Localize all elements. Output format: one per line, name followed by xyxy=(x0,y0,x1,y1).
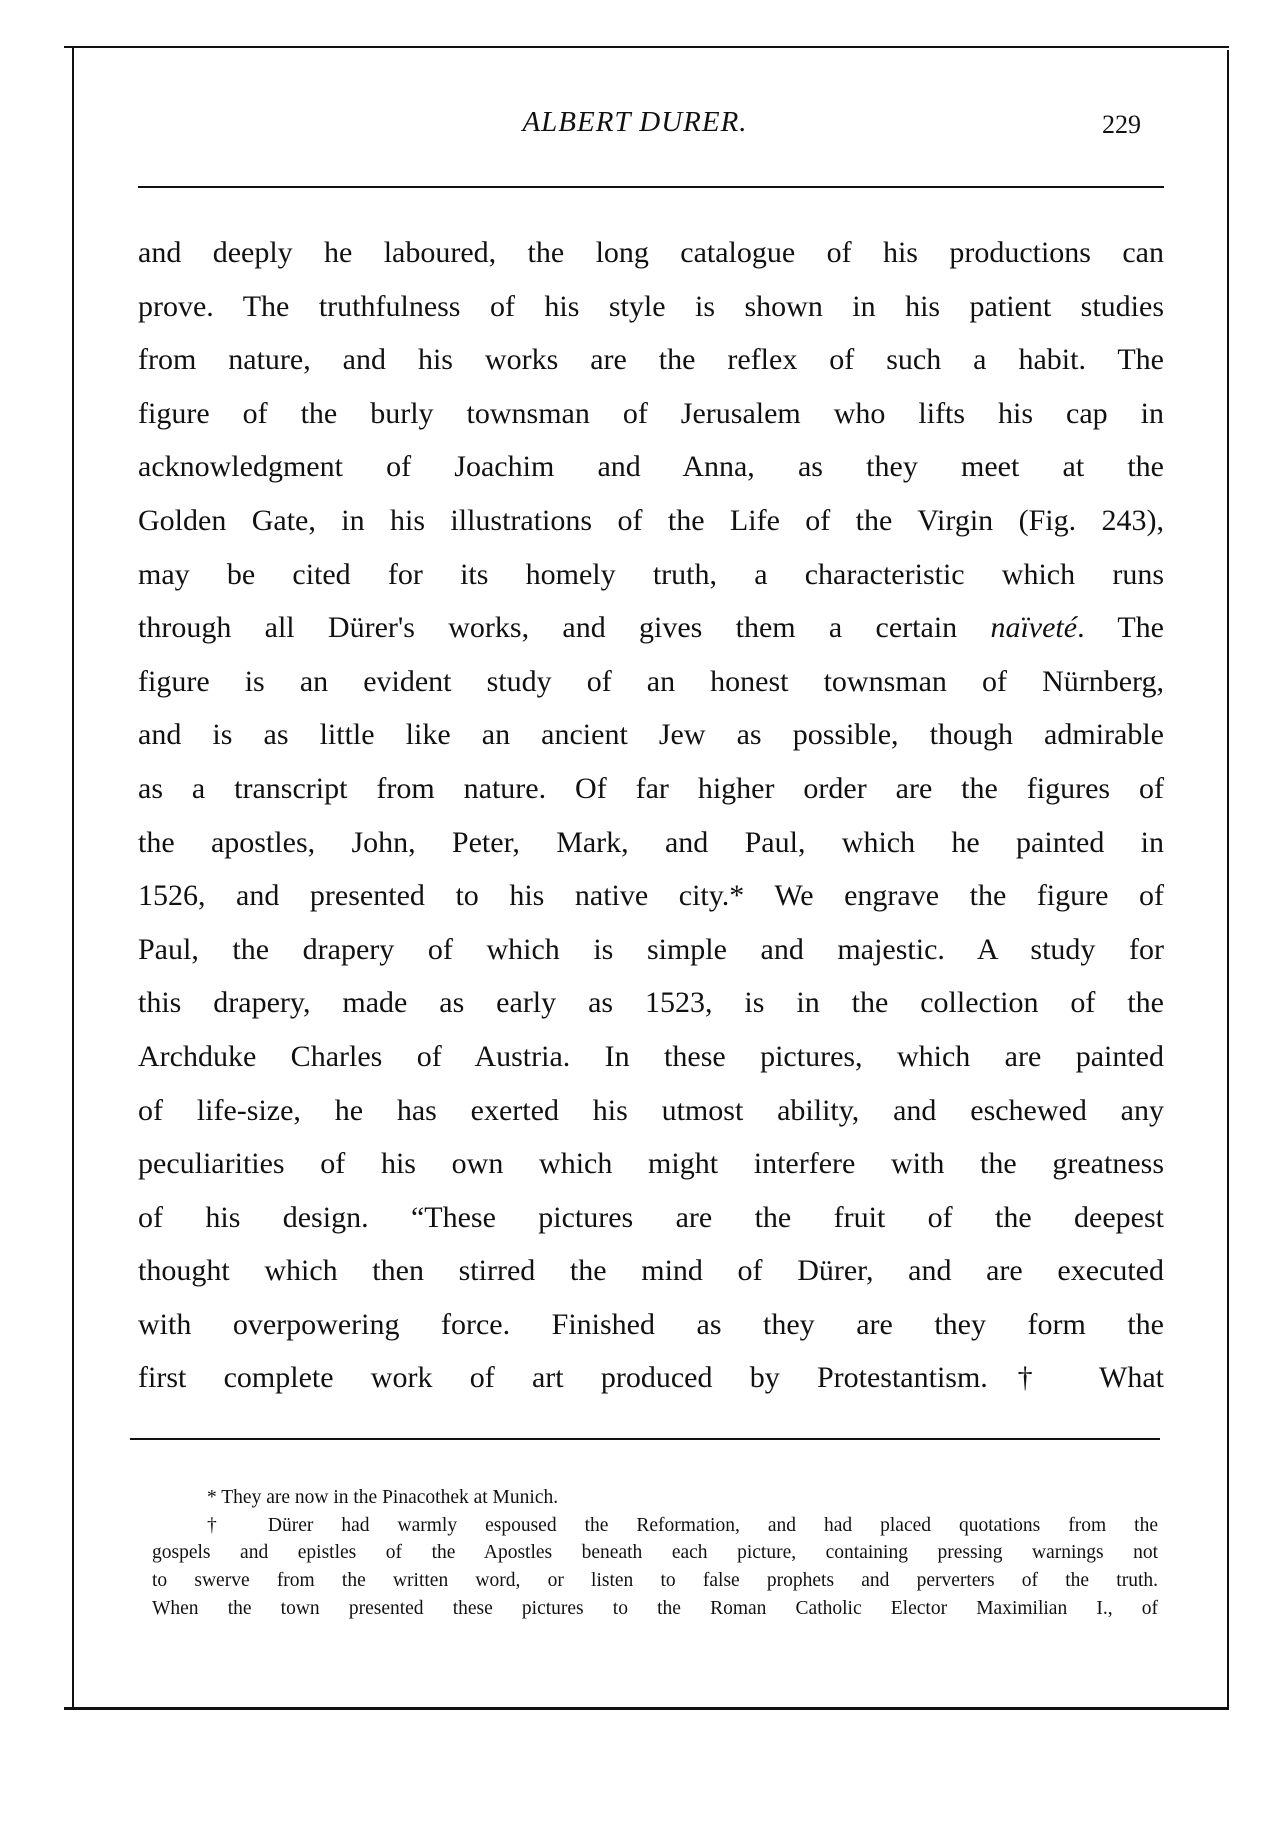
text-line: with overpowering force. Finished as they are they form the xyxy=(138,1307,1164,1341)
text-line: thought which then stirred the mind of Dürer, and are executed xyxy=(138,1254,1164,1288)
text-line: acknowledgment of Joachim and Anna, as they meet at the xyxy=(138,450,1164,484)
footnote-dagger-line: gospels and epistles of the Apostles beneath each picture, containing pressing warnings not xyxy=(152,1542,1158,1564)
footnote-dagger-line: When the town presented these pictures to the Roman Catholic Elector Maximilian I., of xyxy=(152,1597,1158,1619)
footnote-dagger-line: to swerve from the written word, or listen to false prophets and perverters of the truth. xyxy=(152,1570,1158,1592)
text-line: as a transcript from nature. Of far higher order are the figures of xyxy=(138,771,1164,805)
text-line: may be cited for its homely truth, a characteristic which runs xyxy=(138,557,1164,591)
text-line: figure is an evident study of an honest townsman of Nürnberg, xyxy=(138,664,1164,698)
left-border-rule xyxy=(72,46,74,1709)
text-line: of life-size, he has exerted his utmost ability, and eschewed any xyxy=(138,1093,1164,1127)
bottom-border-rule xyxy=(64,1707,1229,1710)
text-line: the apostles, John, Peter, Mark, and Paul, which he painted in xyxy=(138,825,1164,859)
top-border-rule xyxy=(64,46,1229,48)
running-title: ALBERT DURER. xyxy=(522,106,748,138)
text-line: this drapery, made as early as 1523, is in the collection of the xyxy=(138,986,1164,1020)
footnotes xyxy=(152,1484,1158,1622)
text-line: prove. The truthfulness of his style is shown in his patient studies xyxy=(138,289,1164,323)
footnote-dagger: † Dürer had warmly espoused the Reformation, and had placed quotations from the xyxy=(207,1514,1158,1536)
text-line: and is as little like an ancient Jew as possible, though admirable xyxy=(138,718,1164,752)
footnote-star: * They are now in the Pinacothek at Munich. xyxy=(207,1487,559,1508)
text-line: peculiarities of his own which might interfere with the greatness xyxy=(138,1147,1164,1181)
text-line: 1526, and presented to his native city.* We engrave the figure of xyxy=(138,879,1164,913)
text-line: Archduke Charles of Austria. In these pictures, which are painted xyxy=(138,1039,1164,1073)
italic-word: naïveté xyxy=(990,611,1078,645)
text-line: figure of the burly townsman of Jerusalem who lifts his cap in xyxy=(138,396,1164,430)
text-line: from nature, and his works are the reflex of such a habit. The xyxy=(138,343,1164,377)
right-border-rule xyxy=(1227,50,1229,1710)
body-text xyxy=(138,226,1164,1405)
text-line: and deeply he laboured, the long catalogue of his productions can xyxy=(138,236,1164,269)
page-number: 229 xyxy=(1102,110,1141,139)
text-line: Paul, the drapery of which is simple and majestic. A study for xyxy=(138,932,1164,966)
text-line: Golden Gate, in his illustrations of the Life of the Virgin (Fig. 243), xyxy=(138,503,1164,537)
footnote-rule xyxy=(130,1438,1160,1440)
text-line: of his design. “These pictures are the fruit of the deepest xyxy=(138,1200,1164,1234)
header-rule xyxy=(138,186,1164,188)
text-line: first complete work of art produced by Protestantism.† What xyxy=(138,1361,1164,1395)
text-line: through all Dürer's works, and gives them a certain naïveté. The xyxy=(138,611,1164,645)
